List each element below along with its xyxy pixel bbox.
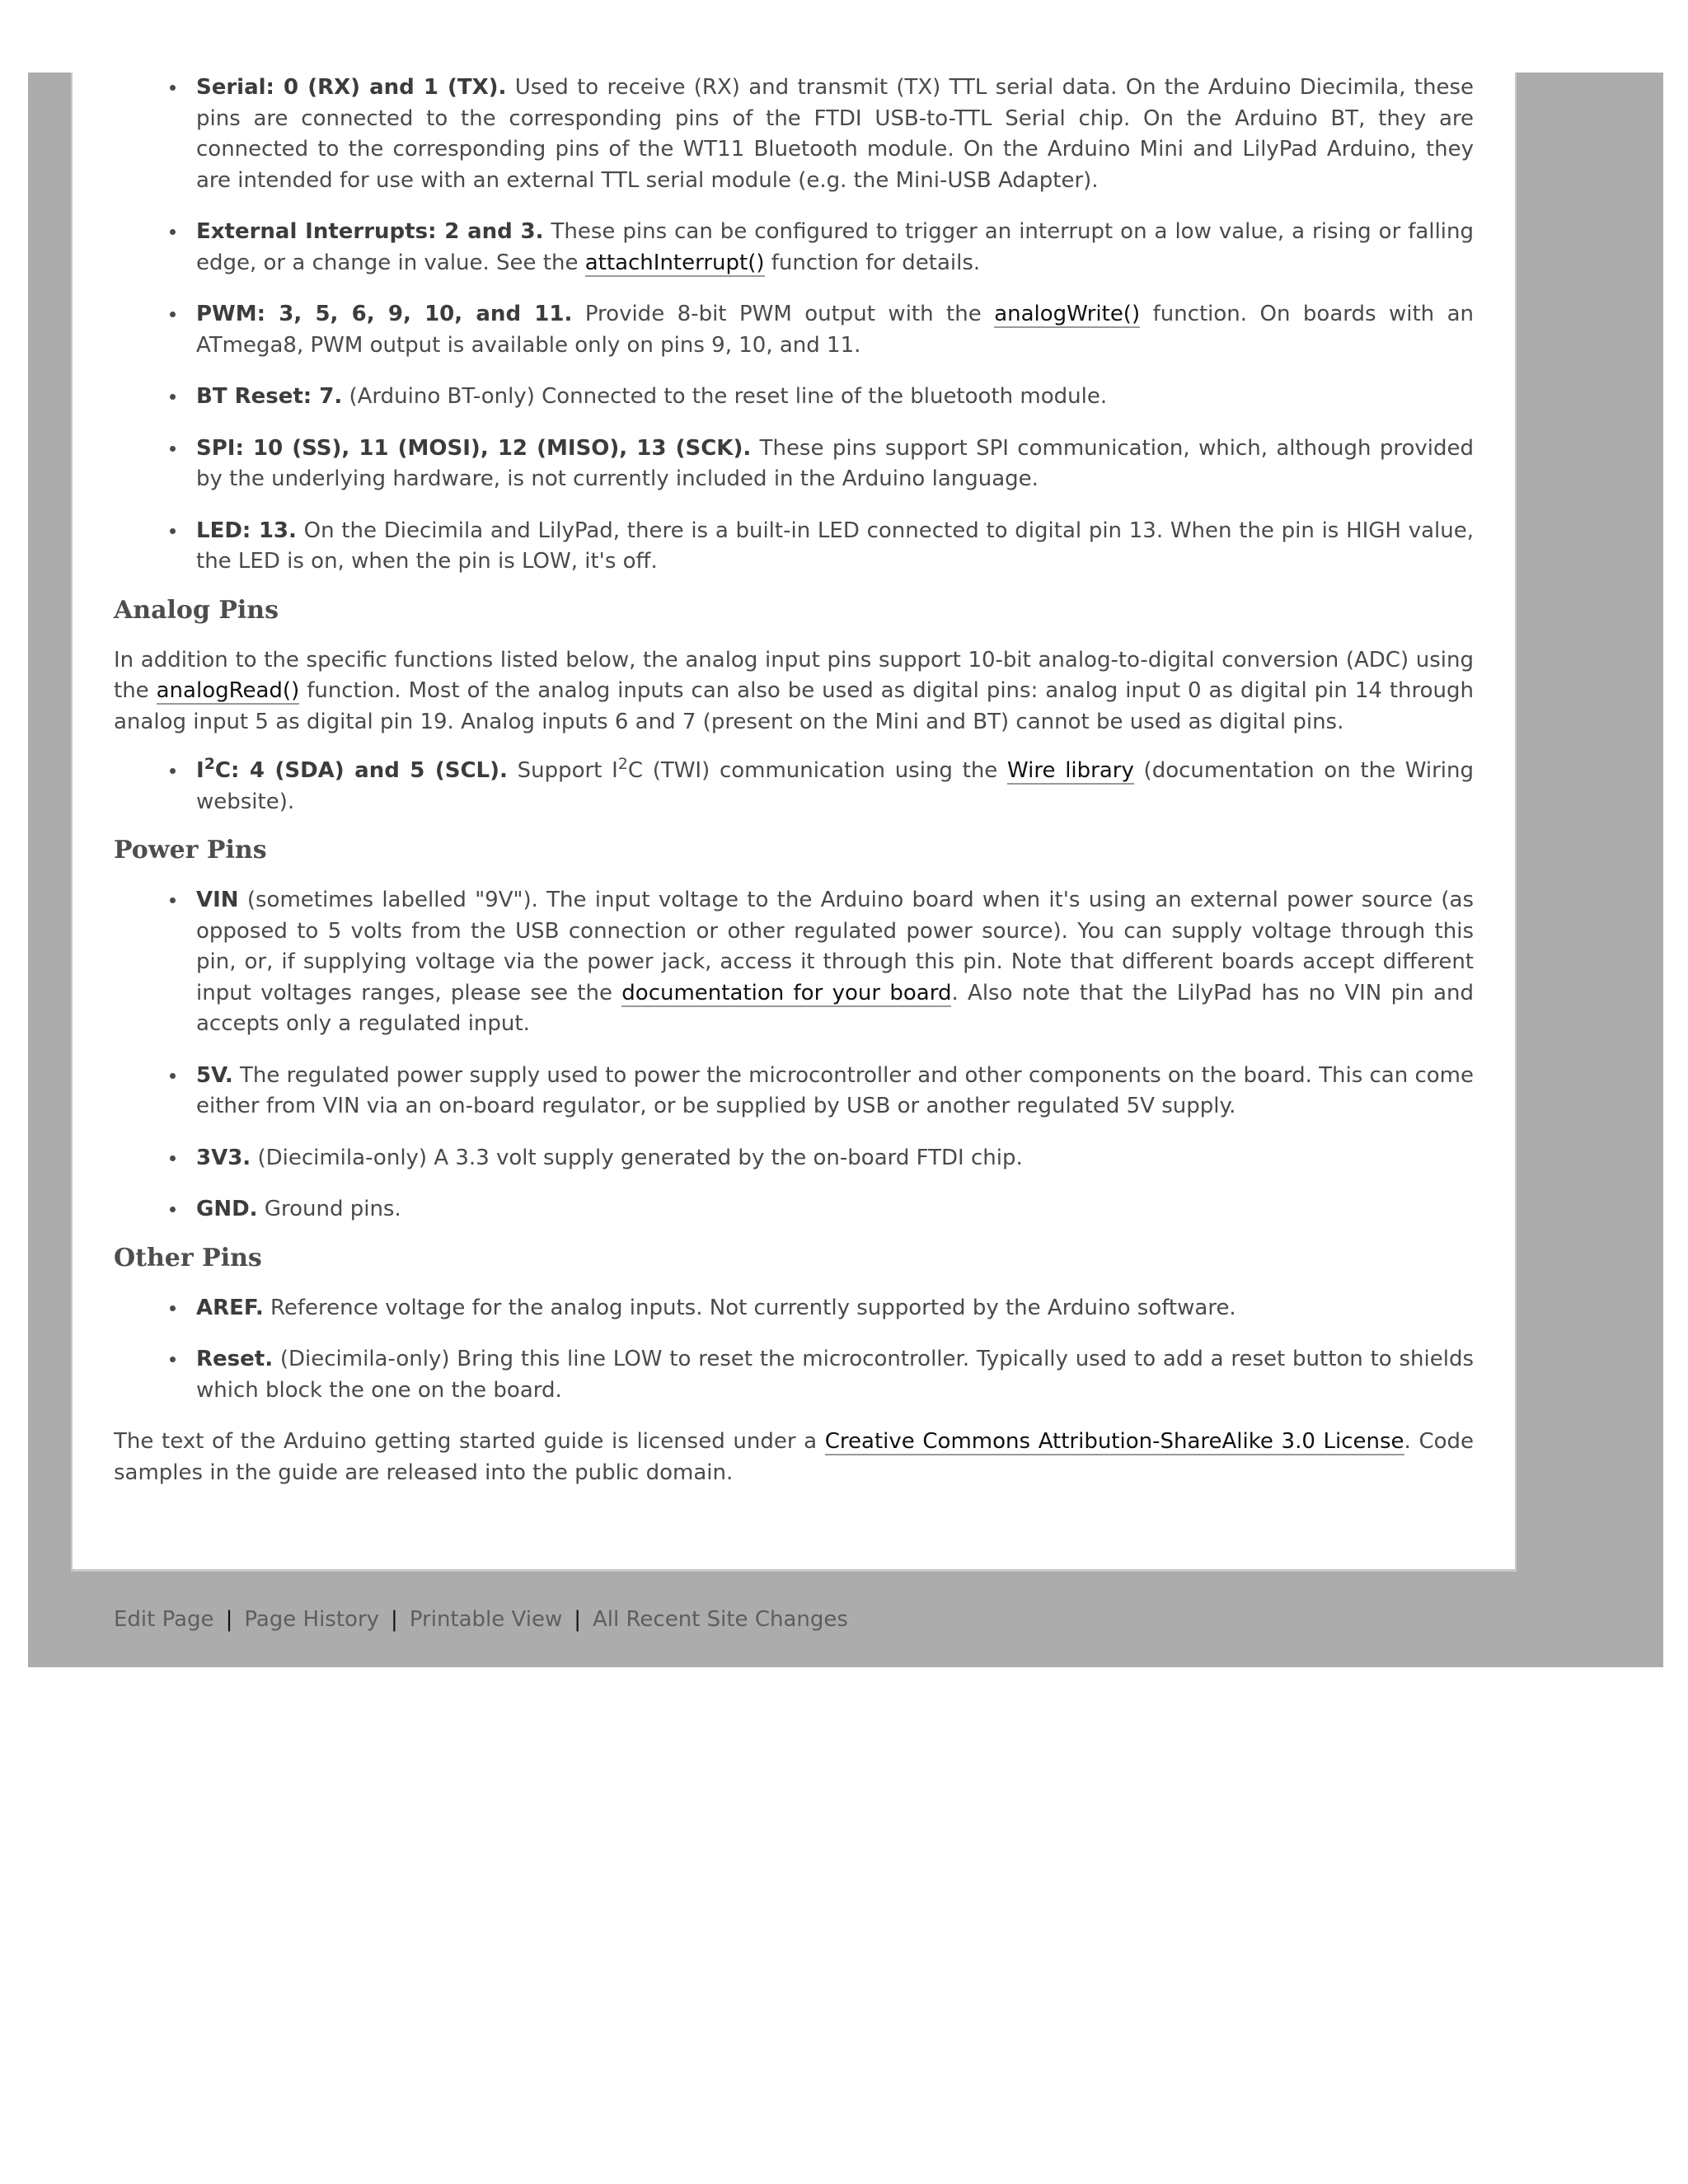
wire-library-link[interactable]: Wire library bbox=[1007, 758, 1134, 783]
i2c-text: Support $I^2C$ (TWI) communication using the bbox=[517, 755, 998, 783]
serial-text: Used to receive (RX) and transmit (TX) TTL serial data. On the Arduino Diecimila, these pins are connected to the corresponding pins of the FTDI USB-to-TTL Serial chip. On the Arduino BT, they are connected to the corresponding pins of the WT11 Bluetooth module. On the Arduino Mini and LilyPad Arduino, they are intended for use with an external TTL serial module (e.g. the Mini-USB Adapter). bbox=[196, 75, 1475, 193]
license-notice bbox=[114, 1427, 1474, 1488]
power-pins-heading: Power Pins bbox=[114, 836, 267, 865]
list-item-aref bbox=[196, 1293, 1474, 1324]
printable-view-link[interactable]: Printable View bbox=[409, 1607, 563, 1632]
list-item-pwm bbox=[196, 299, 1474, 361]
footer-nav bbox=[114, 1605, 848, 1634]
list-item-external-interrupts bbox=[196, 217, 1474, 279]
gnd-label: GND. bbox=[196, 1197, 258, 1221]
list-item-led bbox=[196, 516, 1474, 578]
spi-label: SPI: 10 (SS), 11 (MOSI), 12 (MISO), 13 (SCK). bbox=[196, 435, 752, 461]
interrupts-label: External Interrupts: 2 and 3. bbox=[196, 219, 544, 244]
3v3-text: (Diecimila-only) A 3.3 volt supply generated by the on-board FTDI chip. bbox=[257, 1145, 1023, 1170]
spi-text: These pins support SPI communication, which, although provided by the underlying hardware, is not currently included in the Arduino language. bbox=[196, 435, 1475, 491]
page-history-link[interactable]: Page History bbox=[244, 1607, 380, 1632]
reset-text: (Diecimila-only) Bring this line LOW to reset the microcontroller. Typically used to add a reset button to shields which block the one on the board. bbox=[196, 1347, 1474, 1403]
bt-reset-label: BT Reset: 7. bbox=[196, 384, 343, 409]
edit-page-link[interactable]: Edit Page bbox=[114, 1607, 214, 1632]
footer-separator: | bbox=[225, 1607, 233, 1632]
led-label: LED: 13. bbox=[196, 518, 297, 543]
pwm-text-after: function. On boards with an ATmega8, PWM output is available only on pins 9, 10, and 11. bbox=[196, 302, 1475, 358]
i2c-label: $I^2C$: 4 (SDA) and 5 (SCL). bbox=[196, 755, 508, 783]
vin-text-after: . Also note that the LilyPad has no VIN pin and accepts only a regulated input. bbox=[196, 980, 1474, 1036]
3v3-label: 3V3. bbox=[196, 1145, 251, 1170]
analog-pins-list bbox=[114, 756, 1474, 818]
list-item-spi bbox=[196, 434, 1474, 495]
recent-changes-link[interactable]: All Recent Site Changes bbox=[593, 1607, 848, 1632]
analog-intro-text: In addition to the specific functions listed below, the analog input pins support 10-bit analog-to-digital conversion (ADC) using the bbox=[114, 647, 1474, 703]
list-item-gnd bbox=[196, 1194, 1474, 1226]
footer-separator: | bbox=[391, 1607, 398, 1632]
list-item-i2c bbox=[196, 756, 1474, 818]
attach-interrupt-link[interactable]: attachInterrupt() bbox=[584, 250, 765, 275]
digital-pins-list bbox=[114, 73, 1474, 578]
power-pins-list bbox=[114, 885, 1474, 1226]
footer-separator: | bbox=[574, 1607, 582, 1632]
5v-label: 5V. bbox=[196, 1062, 233, 1088]
list-item-3v3 bbox=[196, 1143, 1474, 1174]
led-text: On the Diecimila and LilyPad, there is a built-in LED connected to digital pin 13. When the pin is HIGH value, the LED is on, when the pin is LOW, it's off. bbox=[196, 518, 1474, 574]
pwm-label: PWM: 3, 5, 6, 9, 10, and 11. bbox=[196, 302, 573, 326]
analog-read-link[interactable]: analogRead() bbox=[156, 678, 300, 703]
board-documentation-link[interactable]: documentation for your board bbox=[621, 980, 952, 1005]
analog-write-link[interactable]: analogWrite() bbox=[994, 302, 1141, 326]
other-pins-list bbox=[114, 1293, 1474, 1407]
i2c-text-after: (documentation on the Wiring website). bbox=[196, 758, 1475, 814]
analog-pins-heading: Analog Pins bbox=[114, 595, 279, 625]
interrupts-text: These pins can be configured to trigger an interrupt on a low value, a rising or falling edge, or a change in value. See the bbox=[196, 219, 1474, 275]
interrupts-text-after: function for details. bbox=[771, 250, 981, 275]
pwm-text: Provide 8-bit PWM output with the bbox=[584, 302, 982, 326]
list-item-serial bbox=[196, 73, 1474, 196]
creative-commons-link[interactable]: Creative Commons Attribution-ShareAlike 3.0 License bbox=[824, 1429, 1404, 1454]
gnd-text: Ground pins. bbox=[264, 1197, 401, 1221]
vin-text: (sometimes labelled "9V"). The input voltage to the Arduino board when it's using an external power source (as opposed to 5 volts from the USB connection or other regulated power source). You can supply voltage through this pin, or, if supplying voltage via the power jack, access it through this pin. Note that different boards accept different input voltages ranges, please see the bbox=[196, 888, 1475, 1005]
list-item-vin bbox=[196, 885, 1474, 1040]
list-item-bt-reset bbox=[196, 382, 1474, 413]
vin-label: VIN bbox=[196, 888, 239, 912]
license-text: The text of the Arduino getting started guide is licensed under a bbox=[114, 1429, 818, 1454]
aref-text: Reference voltage for the analog inputs. Not currently supported by the Arduino software. bbox=[270, 1295, 1236, 1320]
serial-label: Serial: 0 (RX) and 1 (TX). bbox=[196, 75, 507, 100]
list-item-reset bbox=[196, 1344, 1474, 1406]
license-text-after: . Code samples in the guide are released into the public domain. bbox=[114, 1429, 1475, 1485]
reset-label: Reset. bbox=[196, 1347, 274, 1371]
aref-label: AREF. bbox=[196, 1295, 264, 1320]
5v-text: The regulated power supply used to power the microcontroller and other components on the board. This can come either from VIN via an on-board regulator, or be supplied by USB or another regulated 5V supply. bbox=[196, 1062, 1475, 1118]
analog-intro-text-after: function. Most of the analog inputs can also be used as digital pins: analog input 0 as digital pin 14 through analog input 5 as digital pin 19. Analog inputs 6 and 7 (present on the Mini and BT) cannot be used as digital pins. bbox=[114, 678, 1475, 734]
bt-reset-text: (Arduino BT-only) Connected to the reset line of the bluetooth module. bbox=[349, 384, 1108, 409]
analog-intro bbox=[114, 645, 1474, 738]
other-pins-heading: Other Pins bbox=[114, 1243, 262, 1272]
list-item-5v bbox=[196, 1061, 1474, 1122]
content-panel bbox=[71, 73, 1517, 1572]
